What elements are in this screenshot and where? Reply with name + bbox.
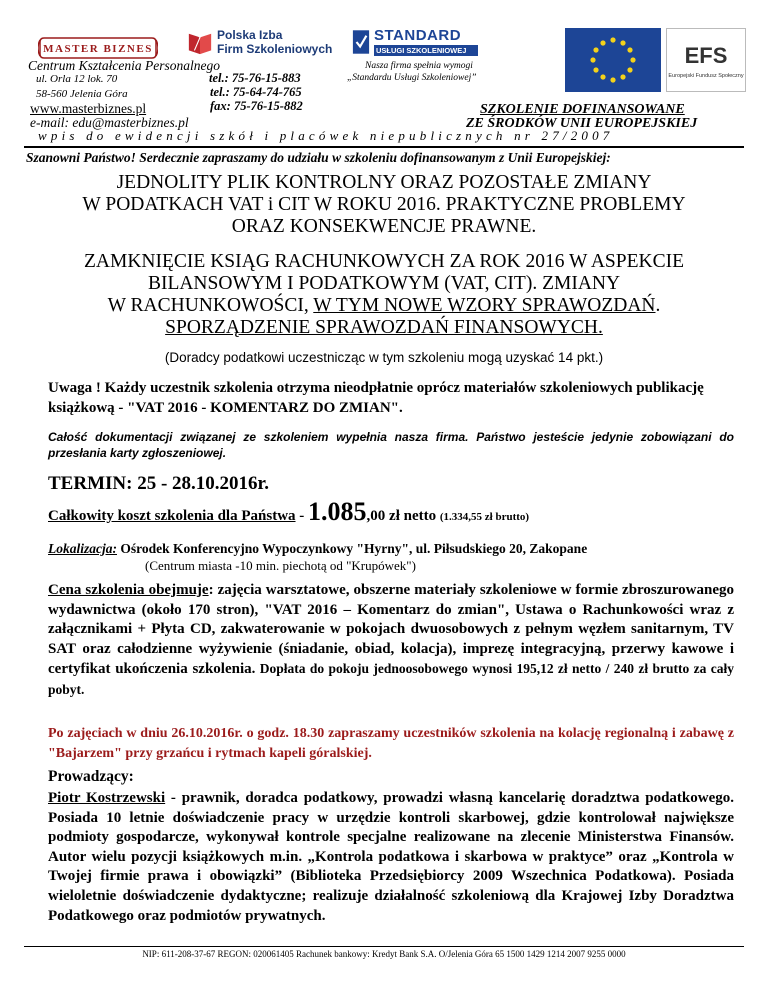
title-2-line-4 bbox=[30, 317, 738, 339]
cofinanced-line-1: SZKOLENIE DOFINANSOWANE bbox=[480, 102, 685, 117]
title-1-line-2: W PODATKACH VAT i CIT W ROKU 2016. PRAKTYCZNE PROBLEMY bbox=[82, 194, 686, 215]
efs-logo-text: EFS bbox=[684, 43, 728, 68]
standard-logo bbox=[352, 27, 477, 59]
eu-flag bbox=[565, 28, 661, 92]
cost-rest: ,00 zł netto bbox=[366, 508, 437, 524]
title-2-line-3a: W RACHUNKOWOŚCI, bbox=[107, 295, 314, 316]
trainer-heading: Prowadzący: bbox=[48, 768, 134, 785]
title-1-line-1: JEDNOLITY PLIK KONTROLNY ORAZ POZOSTAŁE ZMIANY bbox=[116, 172, 652, 193]
efs-logo bbox=[666, 28, 746, 92]
standard-check-icon bbox=[352, 27, 370, 57]
phone-2: tel.: 75-64-74-765 bbox=[210, 85, 302, 99]
pif-logo bbox=[187, 28, 333, 60]
header-divider bbox=[24, 146, 744, 148]
trainer-bio-text: - prawnik, doradca podatkowy, prowadzi własną kancelarię doradztwa podatkowego. Posiada 10 letnie doświadczenie pracy w urzędzie kontroli skarbowej, gdzie kontrolował największe podmioty gospodarcze, wykonywał kontrole specjalne realizowane na zlecenie Ministerstwa Finansów. Autor wielu pozycji książkowych m.in. „Kontrola podatkowa i skarbowa w praktyce” oraz „Kontrola w Twojej firmie prawa i obowiązki” (Biblioteka Przedsiębiorcy 2009 Wszechnica Podatkowa). Posiada wieloletnie doświadczenie dydaktyczne; realizuje działalność szkoleniową dla Krajowej Izby Doradztwa Podatkowego oraz podmiotów prywatnych. bbox=[48, 790, 735, 924]
price-includes-text: : zajęcia warsztatowe, obszerne materiały szkoleniowe w formie zbroszurowanego wydawnictwa (około 170 stron), "VAT 2016 – Komentarz do zmian", Ustawa o Rachunkowości wraz z załącznikami + Płyta CD, zakwaterowanie w pokojach dwuosobowych z pełnym węzłem sanitarnym, TV SAT oraz całodzienne wyżywienie (śniadanie, obiad, kolacja), imprezę integracyjną, przerwy kawowe i certyfikat ukończenia szkolenia. bbox=[48, 582, 734, 677]
title-1-line-3 bbox=[30, 216, 738, 238]
evening-event: Po zajęciach w dniu 26.10.2016r. o godz. 18.30 zapraszamy uczestników szkolenia na kolację regionalną i zabawę z "Bajarzem" przy grzańcu i rytmach kapeli góralskiej. bbox=[48, 726, 734, 761]
location-note: (Centrum miasta -10 min. piechotą od "Krupówek") bbox=[145, 558, 416, 573]
master-biznes-logo-text: MASTER BIZNES bbox=[43, 43, 153, 55]
footer: NIP: 611-208-37-67 REGON: 020061405 Rachunek bankowy: Kredyt Bank S.A. O/Jelenia Góra 65 1500 1429 1214 2007 9255 0000 bbox=[142, 949, 626, 959]
book-notice: Uwaga ! Każdy uczestnik szkolenia otrzyma nieodpłatnie oprócz materiałów szkoleniowych publikację książkową - "VAT 2016 - KOMENTARZ DO ZMIAN". bbox=[48, 380, 704, 416]
location-text: Ośrodek Konferencyjno Wypoczynkowy "Hyrny", ul. Piłsudskiego 20, Zakopane bbox=[120, 541, 588, 556]
standard-line1: STANDARD bbox=[374, 27, 462, 44]
efs-caption: Europejski Fundusz Społeczny bbox=[668, 73, 744, 79]
title-1-line-3-dot: . bbox=[531, 216, 537, 237]
title-2 bbox=[30, 251, 738, 339]
address-line-2: 58-560 Jelenia Góra bbox=[36, 88, 128, 100]
title-2-line-3b: W TYM NOWE WZORY SPRAWOZDAŃ bbox=[313, 295, 656, 316]
price-includes-label: Cena szkolenia obejmuje bbox=[48, 582, 209, 598]
greeting: Szanowni Państwo! Serdecznie zapraszamy do udziału w szkoleniu dofinansowanym z Unii Europejskiej: bbox=[26, 150, 611, 165]
pif-book-icon bbox=[187, 30, 213, 56]
standard-line2: USŁUGI SZKOLENIOWEJ bbox=[374, 45, 478, 56]
eu-stars-icon bbox=[565, 28, 661, 92]
website-link[interactable]: www.masterbiznes.pl bbox=[30, 101, 147, 116]
pif-line1: Polska Izba bbox=[217, 28, 283, 42]
phone-1: tel.: 75-76-15-883 bbox=[209, 71, 301, 85]
title-2-line-2: BILANSOWYM I PODATKOWYM (VAT, CIT). ZMIANY bbox=[147, 273, 621, 294]
title-2-line-3 bbox=[30, 295, 738, 317]
term: TERMIN: 25 - 28.10.2016r. bbox=[48, 473, 269, 494]
trainer-bio bbox=[48, 789, 734, 926]
registry-line: wpis do ewidencji szkół i placówek niepublicznych nr 27/2007 bbox=[38, 128, 614, 143]
trainer-name: Piotr Kostrzewski bbox=[48, 790, 166, 806]
cofinanced-line-2: ZE ŚRODKÓW UNII EUROPEJSKIEJ bbox=[466, 116, 698, 131]
cost-line bbox=[48, 497, 529, 527]
title-1-line-3-text: ORAZ KONSEKWENCJE PRAWNE bbox=[231, 216, 532, 237]
cost-gross: (1.334,55 zł brutto) bbox=[439, 511, 530, 523]
address-line-1: ul. Orla 12 lok. 70 bbox=[36, 73, 118, 85]
fax: fax: 75-76-15-882 bbox=[210, 99, 303, 113]
cost-label: Całkowity koszt szkolenia dla Państwa bbox=[48, 508, 296, 524]
advisors-note: (Doradcy podatkowi uczestnicząc w tym szkoleniu mogą uzyskać 14 pkt.) bbox=[164, 350, 604, 365]
cost-big: 1.085 bbox=[308, 497, 367, 526]
title-1 bbox=[30, 172, 738, 238]
standard-note-1: Nasza firma spełnia wymogi bbox=[365, 61, 473, 71]
center-name: Centrum Kształcenia Personalnego bbox=[28, 58, 220, 73]
footer-divider bbox=[24, 946, 744, 947]
price-includes bbox=[48, 581, 734, 700]
pif-line2: Firm Szkoleniowych bbox=[217, 42, 333, 56]
location bbox=[48, 541, 587, 557]
price-surcharge: Dopłata do pokoju jednoosobowego wynosi 195,12 zł netto / 240 zł brutto za cały pobyt. bbox=[48, 661, 735, 697]
title-2-line-3c: . bbox=[655, 295, 661, 316]
title-2-line-4-text: SPORZĄDZENIE SPRAWOZDAŃ FINANSOWYCH. bbox=[165, 317, 603, 338]
documentation-note: Całość dokumentacji związanej ze szkoleniem wypełnia nasza firma. Państwo jesteście jedynie zobowiązani do przesłania karty zgłoszeniowej. bbox=[48, 430, 734, 460]
cost-dash: - bbox=[295, 508, 309, 524]
location-label: Lokalizacja: bbox=[48, 541, 117, 556]
title-2-line-1: ZAMKNIĘCIE KSIĄG RACHUNKOWYCH ZA ROK 2016 W ASPEKCIE bbox=[84, 251, 684, 272]
standard-note-2: „Standardu Usługi Szkoleniowej” bbox=[347, 73, 477, 83]
email[interactable]: e-mail: edu@masterbiznes.pl bbox=[30, 115, 189, 130]
